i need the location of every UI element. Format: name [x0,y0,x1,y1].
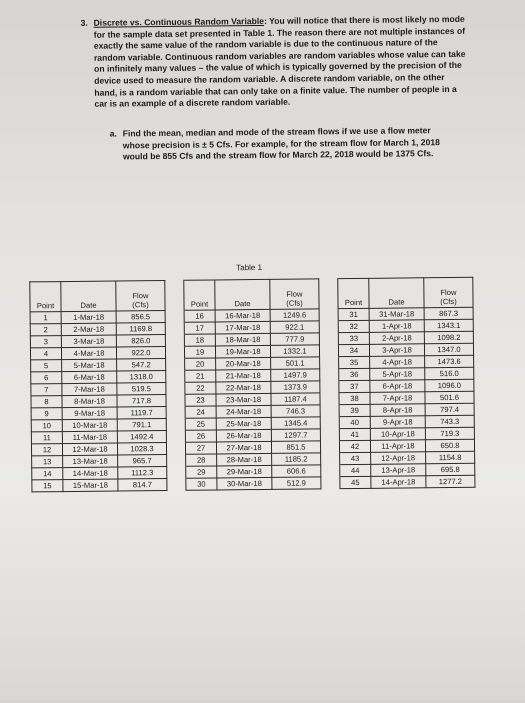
subquestion-text: Find the mean, median and mode of the stream flows if we use a flow meter whose precision is ± 5 Cfs. For example, for the stream flow for March 1, 2018 would be 855 Cfs and the stream flow for March 22, 2018 would be 1375 Cfs. [122,125,440,162]
header-flow [270,279,319,310]
cell-date: 25-Mar-18 [216,417,271,430]
column-gap [166,358,185,370]
cell-flow: 851.5 [271,441,320,454]
cell-point: 44 [340,464,371,476]
cell-point: 23 [185,394,216,406]
cell-date: 2-Mar-18 [61,323,116,336]
cell-flow: 797.4 [425,403,474,416]
cell-date: 3-Apr-18 [369,344,424,357]
cell-point: 31 [338,308,369,320]
header-flow-unit: (Cfs) [440,296,457,306]
cell-point: 1 [30,312,61,324]
cell-point: 13 [32,456,63,468]
cell-date: 15-Mar-18 [63,479,118,492]
data-table [29,277,475,493]
column-gap [166,442,185,454]
column-gap [320,441,339,453]
cell-flow: 1119.7 [117,406,166,419]
column-gap [319,333,338,345]
column-gap [319,309,338,321]
cell-point: 6 [31,372,62,384]
cell-point: 39 [339,404,370,416]
column-gap [165,334,184,346]
cell-point: 30 [186,478,217,490]
column-gap [319,345,338,357]
cell-date: 13-Apr-18 [371,464,426,477]
cell-flow: 791.1 [117,418,166,431]
column-gap [166,406,185,418]
header-date: Date [61,281,116,312]
cell-date: 8-Mar-18 [62,395,117,408]
cell-date: 10-Apr-18 [370,428,425,441]
cell-point: 5 [31,360,62,372]
cell-flow: 606.6 [272,465,321,478]
cell-date: 12-Apr-18 [371,452,426,465]
cell-flow: 922.1 [270,321,319,334]
cell-flow: 1497.9 [271,369,320,382]
cell-flow: 1347.0 [424,343,473,356]
cell-flow: 1169.8 [116,322,165,335]
cell-flow: 867.3 [424,307,473,320]
cell-point: 24 [185,406,216,418]
cell-flow: 1492.4 [117,430,166,443]
cell-date: 30-Mar-18 [217,477,272,490]
cell-date: 31-Mar-18 [369,308,424,321]
cell-point: 40 [339,416,370,428]
cell-point: 12 [31,444,62,456]
column-gap [320,417,339,429]
cell-point: 17 [184,322,215,334]
cell-date: 19-Mar-18 [215,345,270,358]
column-gap [320,429,339,441]
question-title: Discrete vs. Continuous Random Variable [93,15,265,28]
column-gap [321,453,340,465]
column-gap [165,346,184,358]
cell-date: 14-Mar-18 [63,467,118,480]
cell-point: 7 [31,384,62,396]
cell-flow: 814.7 [118,478,167,491]
cell-point: 18 [184,334,215,346]
cell-point: 41 [339,428,370,440]
cell-date: 18-Mar-18 [215,333,270,346]
header-point: Point [184,280,215,310]
cell-date: 5-Apr-18 [370,368,425,381]
cell-flow: 1473.6 [425,355,474,368]
cell-date: 1-Apr-18 [369,320,424,333]
header-date: Date [215,279,270,310]
cell-date: 4-Mar-18 [61,347,116,360]
cell-date: 17-Mar-18 [215,321,270,334]
column-gap [320,393,339,405]
cell-flow: 965.7 [118,454,167,467]
cell-point: 43 [340,452,371,464]
cell-flow: 519.5 [117,382,166,395]
cell-flow: 695.8 [426,463,475,476]
cell-point: 20 [185,358,216,370]
cell-date: 6-Mar-18 [62,371,117,384]
cell-point: 10 [31,420,62,432]
cell-point: 33 [338,332,369,344]
question-body [94,14,467,111]
cell-date: 8-Apr-18 [370,404,425,417]
cell-flow: 1345.4 [271,417,320,430]
cell-flow: 1343.1 [424,319,473,332]
cell-point: 15 [32,480,63,492]
cell-date: 11-Apr-18 [370,440,425,453]
cell-flow: 856.5 [116,310,165,323]
table-caption: Table 1 [236,262,263,273]
column-gap [165,322,184,334]
column-gap [320,405,339,417]
cell-point: 21 [185,370,216,382]
column-gap [321,465,340,477]
question-text: : You will notice that there is most likely no mode for the sample data set presented in Table 1. The reason there are not multiple instances of exactly the same value of the random variable is due to the continuous nature of the random variable. Continuous random variables are random variables whose value can take on infinitely many values – the value of which is typically governed by the precision of the device used to measure the random variable. A discrete random variable, on the other hand, is a random variable that can only take on a finite value. The number of people in a car is an example of a discrete random variable. [93,13,466,109]
cell-point: 22 [185,382,216,394]
cell-date: 13-Mar-18 [63,455,118,468]
cell-date: 28-Mar-18 [217,453,272,466]
cell-flow: 777.9 [270,333,319,346]
column-gap [166,418,185,430]
column-gap [319,321,338,333]
header-flow-label: Flow [440,287,457,297]
cell-date: 4-Apr-18 [370,356,425,369]
header-point: Point [338,278,369,308]
cell-date: 12-Mar-18 [62,443,117,456]
header-flow-unit: (Cfs) [132,299,149,310]
cell-point: 34 [338,344,369,356]
cell-date: 2-Apr-18 [369,332,424,345]
cell-date: 29-Mar-18 [217,465,272,478]
cell-flow: 512.9 [272,477,321,490]
cell-point: 38 [339,392,370,404]
cell-date: 3-Mar-18 [61,335,116,348]
header-flow-label: Flow [132,290,149,300]
cell-flow: 1154.8 [426,451,475,464]
cell-point: 28 [186,454,217,466]
cell-flow: 1249.6 [270,309,319,322]
column-gap [319,279,338,309]
cell-date: 6-Apr-18 [370,380,425,393]
cell-flow: 1185.2 [272,453,321,466]
cell-point: 16 [184,310,215,322]
question-number: 3. [80,17,88,28]
cell-point: 35 [339,356,370,368]
column-gap [321,477,340,489]
column-gap [320,369,339,381]
cell-point: 45 [340,476,371,488]
cell-flow: 1187.4 [271,393,320,406]
column-gap [166,394,185,406]
cell-flow: 826.0 [116,334,165,347]
cell-point: 19 [184,346,215,358]
cell-date: 1-Mar-18 [61,311,116,324]
subquestion-a [110,125,455,163]
cell-date: 23-Mar-18 [216,393,271,406]
cell-point: 42 [339,440,370,452]
cell-flow: 1373.9 [271,381,320,394]
cell-date: 21-Mar-18 [216,369,271,382]
cell-date: 27-Mar-18 [216,441,271,454]
cell-date: 14-Apr-18 [371,476,426,489]
cell-point: 2 [30,324,61,336]
cell-flow: 501.1 [271,357,320,370]
subquestion-label: a. [109,128,117,139]
cell-flow: 922.0 [116,346,165,359]
cell-point: 25 [185,418,216,430]
cell-date: 9-Mar-18 [62,407,117,420]
cell-date: 24-Mar-18 [216,405,271,418]
cell-date: 11-Mar-18 [62,431,117,444]
cell-date: 26-Mar-18 [216,429,271,442]
column-gap [167,454,186,466]
header-date: Date [369,278,424,309]
cell-point: 11 [31,432,62,444]
cell-flow: 501.6 [425,391,474,404]
cell-date: 10-Mar-18 [62,419,117,432]
cell-date: 16-Mar-18 [215,309,270,322]
cell-date: 22-Mar-18 [216,381,271,394]
cell-point: 8 [31,396,62,408]
cell-flow: 746.3 [271,405,320,418]
cell-point: 36 [339,368,370,380]
cell-point: 32 [338,320,369,332]
table-header-row [30,277,473,312]
column-gap [165,280,184,310]
cell-point: 26 [185,430,216,442]
column-gap [167,478,186,490]
cell-point: 14 [32,468,63,480]
cell-flow: 743.3 [425,415,474,428]
header-point: Point [30,282,61,312]
question-3 [81,14,467,111]
cell-date: 9-Apr-18 [370,416,425,429]
cell-flow: 1277.2 [426,475,475,488]
column-gap [165,310,184,322]
column-gap [167,466,186,478]
cell-flow: 1297.7 [271,429,320,442]
cell-date: 5-Mar-18 [62,359,117,372]
column-gap [166,382,185,394]
header-flow [424,277,473,308]
header-flow [116,280,165,311]
cell-point: 27 [185,442,216,454]
cell-flow: 650.8 [425,439,474,452]
cell-flow: 717.8 [117,394,166,407]
header-flow-unit: (Cfs) [286,298,303,308]
cell-date: 7-Apr-18 [370,392,425,405]
cell-flow: 1098.2 [424,331,473,344]
header-flow-label: Flow [286,289,303,299]
cell-date: 20-Mar-18 [216,357,271,370]
cell-point: 37 [339,380,370,392]
cell-flow: 719.3 [425,427,474,440]
cell-flow: 1318.0 [117,370,166,383]
cell-date: 7-Mar-18 [62,383,117,396]
cell-point: 4 [30,348,61,360]
column-gap [166,370,185,382]
cell-flow: 547.2 [117,358,166,371]
column-gap [320,357,339,369]
column-gap [320,381,339,393]
cell-flow: 1112.3 [118,466,167,479]
cell-point: 3 [30,336,61,348]
cell-flow: 1028.3 [117,442,166,455]
cell-flow: 516.0 [425,367,474,380]
cell-point: 9 [31,408,62,420]
column-gap [166,430,185,442]
cell-flow: 1096.0 [425,379,474,392]
cell-point: 29 [186,466,217,478]
cell-flow: 1332.1 [270,345,319,358]
